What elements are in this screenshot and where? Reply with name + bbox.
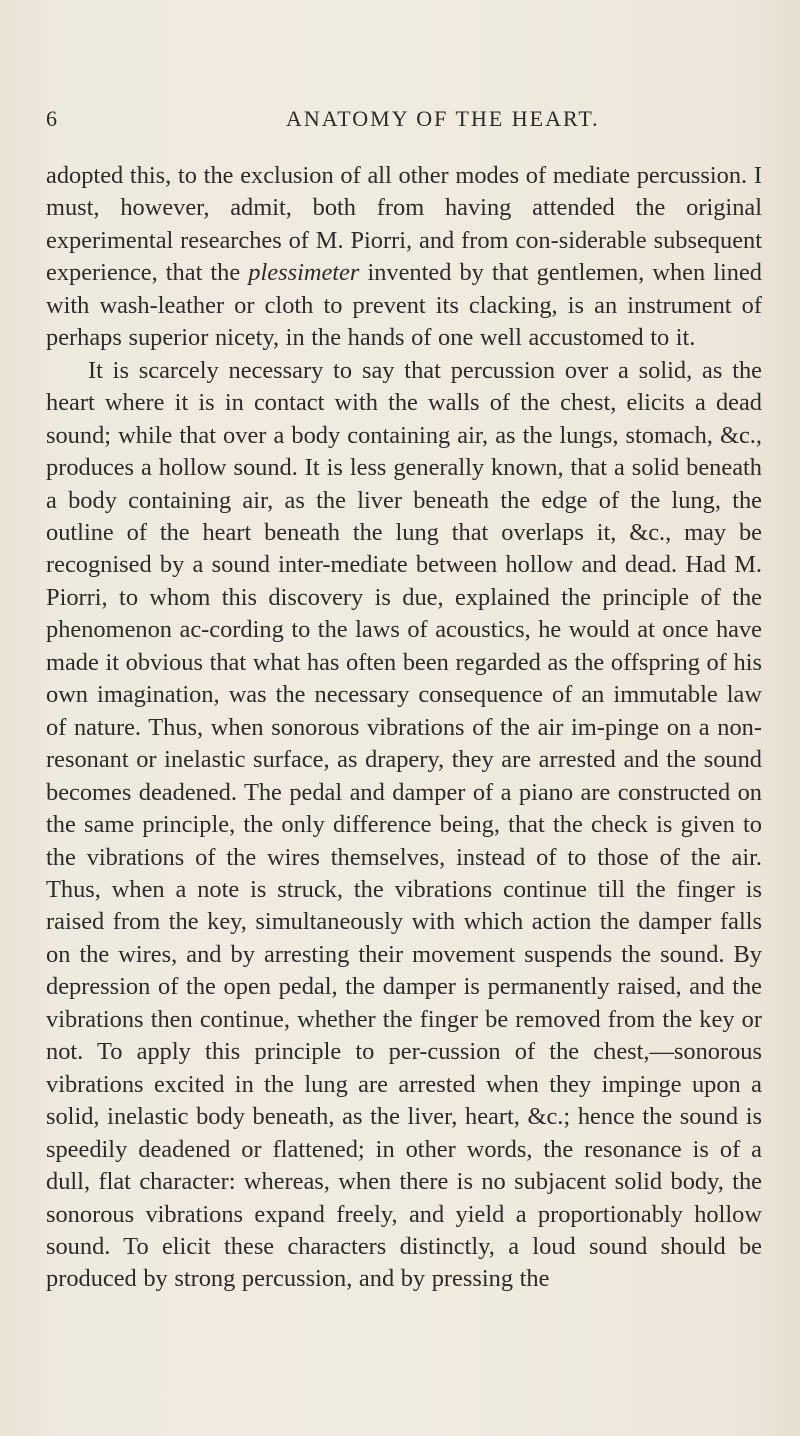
running-title: ANATOMY OF THE HEART. bbox=[286, 106, 600, 131]
paragraph-1 bbox=[46, 160, 762, 355]
paragraph-1-text-before: adopted this, to the exclusion of all other modes of mediate percussion. I must, however, admit, both from having attended the original experimental researches of M. Piorri, and from con-siderable subsequent experience, that the bbox=[46, 162, 762, 287]
body-text bbox=[46, 160, 762, 1296]
plessimeter-term: plessimeter bbox=[248, 259, 360, 287]
page-number: 6 bbox=[46, 106, 59, 131]
paragraph-2: It is scarcely necessary to say that percussion over a solid, as the heart where it is in contact with the walls of the chest, elicits a dead sound; while that over a body containing air, as the lungs, stomach, &c., produces a hollow sound. It is less generally known, that a solid beneath a body containing air, as the liver beneath the edge of the lung, the outline of the heart beneath the lung that overlaps it, &c., may be recognised by a sound inter-mediate between hollow and dead. Had M. Piorri, to whom this discovery is due, explained the principle of the phenomenon ac-cording to the laws of acoustics, he would at once have made it obvious that what has often been regarded as the offspring of his own imagination, was the necessary consequence of an immutable law of nature. Thus, when sonorous vibrations of the air im-pinge on a non-resonant or inelastic surface, as drapery, they are arrested and the sound becomes deadened. The pedal and damper of a piano are constructed on the same principle, the only difference being, that the check is given to the vibrations of the wires themselves, instead of to those of the air. Thus, when a note is struck, the vibrations continue till the finger is raised from the key, simultaneously with which action the damper falls on the wires, and by arresting their movement suspends the sound. By depression of the open pedal, the damper is permanently raised, and the vibrations then continue, whether the finger be removed from the key or not. To apply this principle to per-cussion of the chest,—sonorous vibrations excited in the lung are arrested when they impinge upon a solid, inelastic body beneath, as the liver, heart, &c.; hence the sound is speedily deadened or flattened; in other words, the resonance is of a dull, flat character: whereas, when there is no subjacent solid body, the sonorous vibrations expand freely, and yield a proportionably hollow sound. To elicit these characters distinctly, a loud sound should be produced by strong percussion, and by pressing the bbox=[46, 356, 762, 1293]
paragraph-1-text-after: invented by that gentlemen, when lined with wash-leather or cloth to prevent its clacking, is an instrument of perhaps superior nicety, in the hands of one well accustomed to it. bbox=[46, 259, 762, 352]
page-header bbox=[46, 106, 770, 136]
